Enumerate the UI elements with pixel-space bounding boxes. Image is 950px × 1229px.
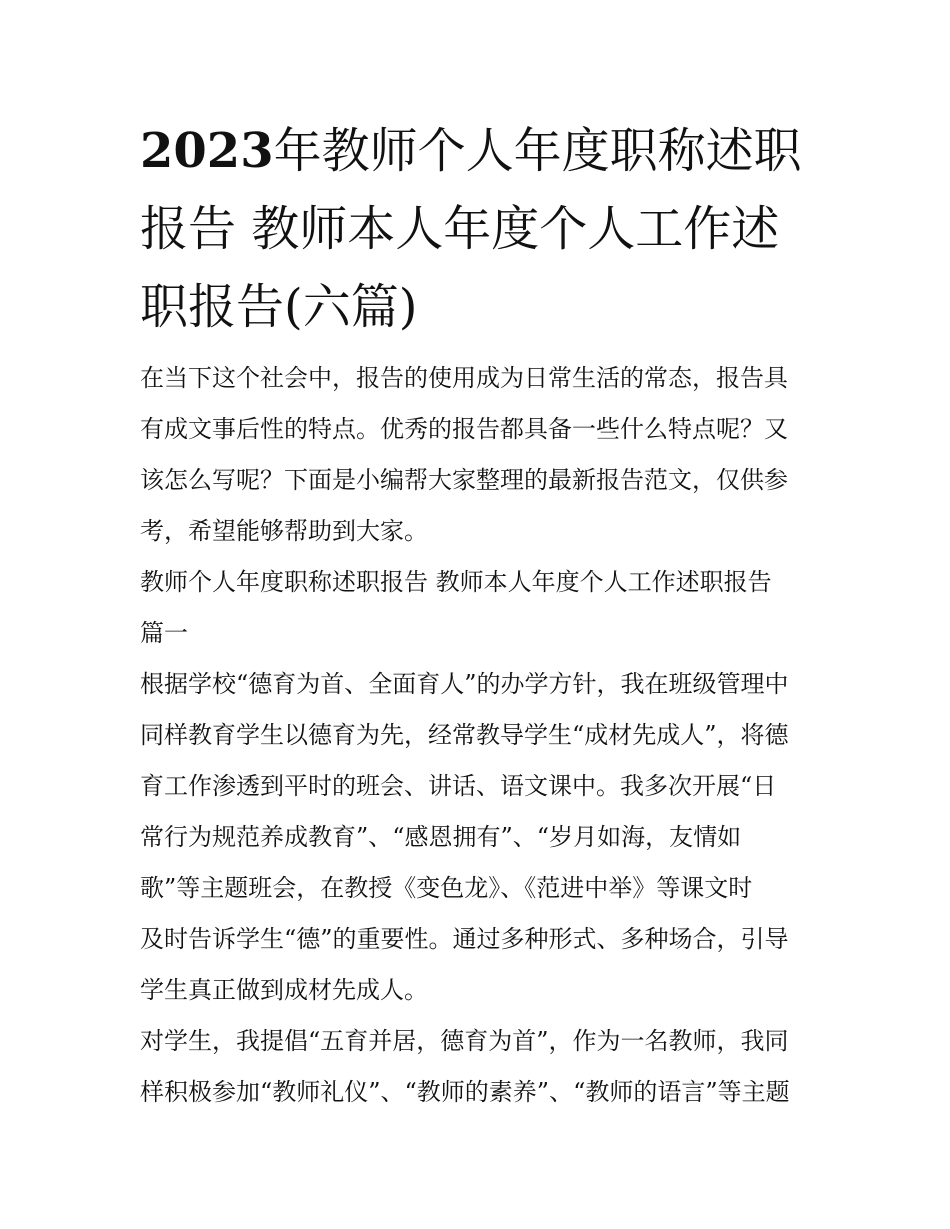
body-line: 根据学校“德育为首、全面育人”的办学方针，我在班级管理中 (140, 670, 789, 698)
body-line: 有成文事后性的特点。优秀的报告都具备一些什么特点呢？又 (140, 415, 788, 443)
body-line: 在当下这个社会中，报告的使用成为日常生活的常态，报告具 (140, 364, 788, 392)
body-line: 该怎么写呢？下面是小编帮大家整理的最新报告范文，仅供参 (140, 466, 788, 494)
title-line-1-text: 年教师个人年度职称述职 (273, 123, 802, 179)
body-line: 育工作渗透到平时的班会、讲话、语文课中。我多次开展“日 (140, 772, 777, 800)
section-heading-line: 教师个人年度职称述职报告 教师本人年度个人工作述职报告 (140, 568, 772, 596)
title-line-3: 职报告(六篇) (140, 279, 418, 335)
title-line-1 (140, 112, 820, 190)
document-body (140, 353, 830, 1118)
body-line: 对学生，我提倡“五育并居，德育为首”，作为一名教师，我同 (140, 1027, 789, 1055)
body-line: 样积极参加“教师礼仪”、“教师的素养”、“教师的语言”等主题 (140, 1078, 790, 1106)
body-line: 同样教育学生以德育为先，经常教导学生“成材先成人”，将德 (140, 721, 789, 749)
body-line: 考，希望能够帮助到大家。 (140, 517, 428, 545)
body-line: 常行为规范养成教育”、“感恩拥有”、“岁月如海，友情如 (140, 823, 742, 851)
body-line: 歌”等主题班会，在教授《变色龙》、《范进中举》等课文时 (140, 874, 753, 902)
section-heading-line: 篇一 (140, 619, 188, 647)
title-line-2: 报告 教师本人年度个人工作述 (140, 201, 780, 257)
title-year: 2023 (140, 123, 274, 179)
body-line: 学生真正做到成材先成人。 (140, 976, 428, 1004)
body-line: 及时告诉学生“德”的重要性。通过多种形式、多种场合，引导 (140, 925, 789, 953)
document-title (140, 112, 820, 346)
